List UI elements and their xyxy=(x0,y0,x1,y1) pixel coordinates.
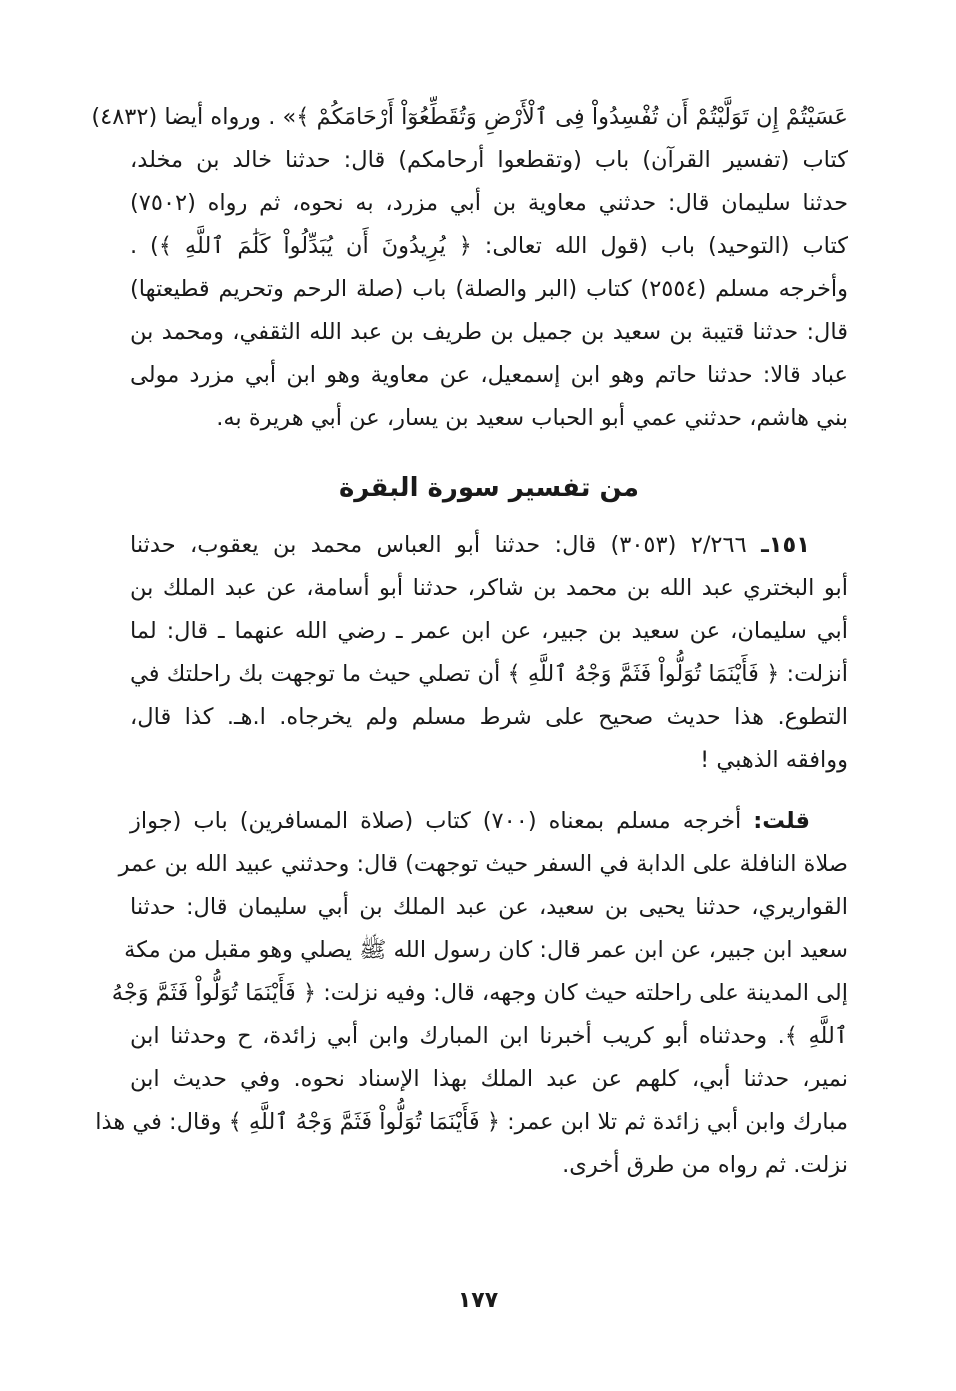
text-line: التطوع. هذا حديث صحيح على شرط مسلم ولم يخرجاه. ا.هـ. كذا قال، xyxy=(130,704,848,730)
text-line: أبو البختري عبد الله بن محمد بن شاكر، حدثنا أبو أسامة، عن عبد الملك بن xyxy=(130,575,848,601)
text-line: القواريري، حدثنا يحيى بن سعيد، عن عبد الملك بن أبي سليمان قال: حدثنا xyxy=(130,894,848,920)
text-line: أنزلت: ﴿ فَأَيْنَمَا تُوَلُّواْ فَثَمَّ وَجْهُ ٱللَّهِ ﴾ أن تصلي حيث ما توجهت بك راحلتك في xyxy=(130,661,848,687)
text-span: أخرجه مسلم بمعناه (٧٠٠) كتاب (صلاة المسافرين) باب (جواز xyxy=(130,808,742,834)
text-line: مبارك وابن أبي زائدة ثم تلا ابن عمر: ﴿ فَأَيْنَمَا تُوَلُّواْ فَثَمَّ وَجْهُ ٱللَّهِ ﴾ وقال: في هذا xyxy=(95,1109,848,1135)
text-line: ٱللَّهِ ﴾. وحدثناه أبو كريب أخبرنا ابن المبارك وابن أبي زائدة، ح وحدثنا ابن xyxy=(130,1023,848,1049)
paragraph-hadith-references xyxy=(91,96,849,440)
text-line: كتاب (تفسير القرآن) باب (وتقطعوا أرحامكم) قال: حدثنا خالد بن مخلد، xyxy=(130,147,848,173)
section-heading: من تفسير سورة البقرة xyxy=(338,473,640,503)
text-line xyxy=(130,800,848,843)
text-line: عباد قالا: حدثنا حاتم وهو ابن إسمعيل، عن معاوية وهو ابن أبي مزرد مولى xyxy=(130,362,848,388)
text-line: ووافقه الذهبي ! xyxy=(700,747,848,773)
text-line: أبي سليمان، عن سعيد بن جبير، عن ابن عمر ـ رضي الله عنهما ـ قال: لما xyxy=(130,618,848,644)
text-line xyxy=(130,524,848,567)
text-line: قال: حدثنا قتيبة بن سعيد بن جميل بن طريف بن عبد الله الثقفي، ومحمد بن xyxy=(130,319,848,345)
text-line: إلى المدينة على راحلته حيث كان وجهه، قال: وفيه نزلت: ﴿ فَأَيْنَمَا تُوَلُّواْ فَثَمَّ وَجْهُ xyxy=(111,980,848,1006)
text-line: كتاب (التوحيد) باب (قول الله تعالى: ﴿ يُرِيدُونَ أَن يُبَدِّلُواْ كَلَٰمَ ٱللَّهِ ﴾) . xyxy=(130,233,848,259)
hadith-number: ١٥١ـ xyxy=(761,532,810,558)
paragraph-hadith-151 xyxy=(130,524,848,782)
text-line: صلاة النافلة على الدابة في السفر حيث توجهت) قال: وحدثني عبيد الله بن عمر xyxy=(118,851,848,877)
commentary-label: قلت: xyxy=(753,808,811,834)
page-body xyxy=(91,96,849,1187)
text-line: وأخرجه مسلم (٢٥٥٤) كتاب (البر والصلة) باب (صلة الرحم وتحريم قطيعتها) xyxy=(130,276,849,302)
spacer xyxy=(130,782,848,800)
text-line: بني هاشم، حدثني عمي أبو الحباب سعيد بن يسار، عن أبي هريرة به. xyxy=(216,405,848,431)
text-line: نزلت. ثم رواه من طرق أخرى. xyxy=(562,1152,848,1178)
paragraph-commentary xyxy=(95,800,848,1187)
text-span: ٢/٢٦٦ (٣٠٥٣) قال: حدثنا أبو العباس محمد بن يعقوب، حدثنا xyxy=(130,532,747,558)
text-line: سعيد ابن جبير، عن ابن عمر قال: كان رسول الله ﷺ يصلي وهو مقبل من مكة xyxy=(124,937,848,963)
text-line: نمير، حدثنا أبي، كلهم عن عبد الملك بهذا الإسناد نحوه. وفي حديث ابن xyxy=(130,1066,848,1092)
text-line: حدثنا سليمان قال: حدثني معاوية بن أبي مزرد، به نحوه، ثم رواه (٧٥٠٢) xyxy=(130,190,848,216)
text-line: عَسَيْتُمْ إِن تَوَلَّيْتُمْ أَن تُفْسِدُواْ فِى ٱلْأَرْضِ وَتُقَطِّعُوٓاْ أَرْحَامَكُمْ ﴾» . ورواه أيضا (٤٨٣٢) xyxy=(91,104,848,130)
page-number: ١٧٧ xyxy=(457,1288,499,1313)
